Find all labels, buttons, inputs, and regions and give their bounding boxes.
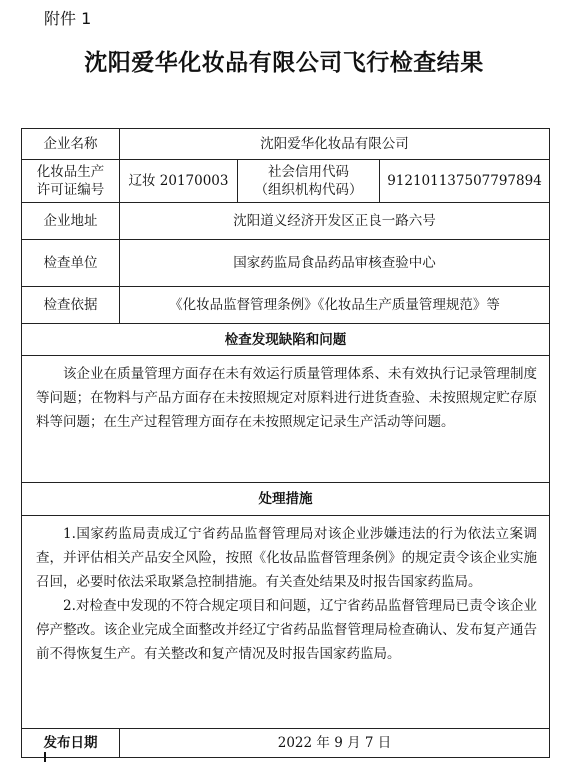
license-label-line2: 许可证编号 bbox=[36, 182, 105, 198]
findings-header: 检查发现缺陷和问题 bbox=[22, 324, 550, 356]
company-value: 沈阳爱华化妆品有限公司 bbox=[120, 129, 550, 160]
row-address bbox=[22, 203, 550, 240]
row-publish-date bbox=[22, 729, 550, 758]
row-license bbox=[22, 160, 550, 203]
address-label: 企业地址 bbox=[22, 203, 120, 240]
row-inspection-unit bbox=[22, 240, 550, 287]
row-company bbox=[22, 129, 550, 160]
measures-header: 处理措施 bbox=[22, 483, 550, 516]
measures-cell bbox=[22, 516, 550, 729]
attachment-label: 附件 1 bbox=[44, 9, 92, 28]
credit-label bbox=[238, 160, 380, 203]
credit-value: 912101137507797894 bbox=[380, 160, 550, 203]
license-value: 辽妆 20170003 bbox=[120, 160, 238, 203]
credit-label-line2: （组织机构代码） bbox=[254, 182, 363, 198]
row-findings bbox=[22, 356, 550, 483]
row-measures bbox=[22, 516, 550, 729]
license-label bbox=[22, 160, 120, 203]
row-inspection-basis bbox=[22, 287, 550, 324]
page-edge-mark bbox=[44, 752, 46, 762]
document-title: 沈阳爱华化妆品有限公司飞行检查结果 bbox=[84, 50, 484, 76]
basis-label: 检查依据 bbox=[22, 287, 120, 324]
basis-value: 《化妆品监督管理条例》《化妆品生产质量管理规范》等 bbox=[120, 287, 550, 324]
row-findings-header bbox=[22, 324, 550, 356]
unit-label: 检查单位 bbox=[22, 240, 120, 287]
findings-cell bbox=[22, 356, 550, 483]
company-label: 企业名称 bbox=[22, 129, 120, 160]
inspection-result-table bbox=[21, 128, 550, 758]
row-measures-header bbox=[22, 483, 550, 516]
measure-item-2: 2.对检查中发现的不符合规定项目和问题，辽宁省药品监督管理局已责令该企业停产整改。该企业完成全面整改并经辽宁省药品监督管理局检查确认、发布复产通告前不得恢复生产。有关整改和复产情况及时报告国家药监局。 bbox=[36, 598, 537, 662]
findings-text: 该企业在质量管理方面存在未有效运行质量管理体系、未有效执行记录管理制度等问题；在物料与产品方面存在未按照规定对原料进行进货查验、未按照规定贮存原料等问题；在生产过程管理方面存在未按照规定记录生产活动等问题。 bbox=[36, 366, 537, 430]
date-label: 发布日期 bbox=[22, 729, 120, 758]
date-value: 2022 年 9 月 7 日 bbox=[120, 729, 550, 758]
measure-item-1: 1.国家药监局责成辽宁省药品监督管理局对该企业涉嫌违法的行为依法立案调查，并评估相关产品安全风险，按照《化妆品监督管理条例》的规定责令该企业实施召回，必要时依法采取紧急控制措施。有关查处结果及时报告国家药监局。 bbox=[36, 526, 537, 590]
address-value: 沈阳道义经济开发区正良一路六号 bbox=[120, 203, 550, 240]
unit-value: 国家药监局食品药品审核查验中心 bbox=[120, 240, 550, 287]
license-label-line1: 化妆品生产 bbox=[36, 164, 105, 180]
credit-label-line1: 社会信用代码 bbox=[268, 164, 349, 180]
